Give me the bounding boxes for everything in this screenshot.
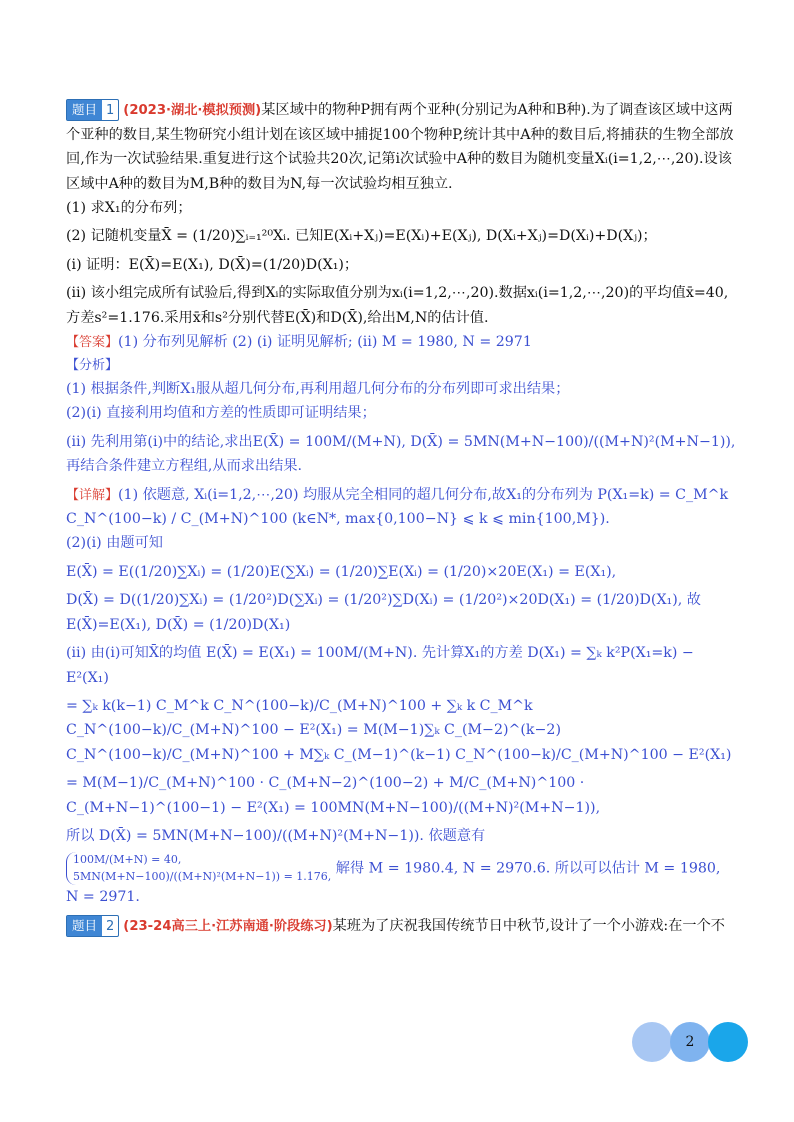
problem-stem: 某班为了庆祝我国传统节日中秋节,设计了一个小游戏:在一个不 xyxy=(332,917,725,934)
detail-3-d: 所以 D(X̄) = 5MN(M+N−100)/((M+N)²(M+N−1)). 依题意有 xyxy=(66,828,486,845)
page-number: 2 xyxy=(685,1034,695,1050)
question-2-i: (ⅰ) 证明：E(X̄)=E(X₁), D(X̄)=(1/20)D(X₁)； xyxy=(66,256,359,273)
problem2-stem-block xyxy=(66,914,736,939)
tag-number: 1 xyxy=(106,103,115,118)
answer-block xyxy=(66,330,736,354)
tag-label: 题目 xyxy=(67,916,102,936)
answer-text: (1) 分布列见解析 (2) (ⅰ) 证明见解析; (ⅱ) M = 1980, N = 2971 xyxy=(118,334,532,351)
detail-block xyxy=(66,483,736,532)
detail-2-expectation: E(X̄) = E((1/20)∑Xᵢ) = (1/20)E(∑Xᵢ) = (1/20)∑E(Xᵢ) = (1/20)×20E(X₁) = E(X₁), xyxy=(66,563,617,580)
problem-tag xyxy=(66,99,119,121)
tag-number: 2 xyxy=(106,918,115,934)
problem1-stem-block xyxy=(66,98,736,196)
problem-stem: 某区域中的物种P拥有两个亚种(分别记为A种和B种).为了调查该区域中这两个亚种的数目,某生物研究小组计划在该区域中捕捉100个物种P,统计其中A种的数目后,将捕获的生物全部放回,作为一次试验结果.重复进行这个试验共20次,记第i次试验中A种的数目为随机变量Xᵢ(i=1,2,⋯,20).设该区域中A种的数目为M,B种的数目为N,每一次试验均相互独立. xyxy=(66,102,734,192)
question-2: (2) 记随机变量X̄ = (1/20)∑ᵢ₌₁²⁰Xᵢ. 已知E(Xᵢ+Xⱼ)=E(Xᵢ)+E(Xⱼ), D(Xᵢ+Xⱼ)=D(Xᵢ)+D(Xⱼ)； xyxy=(66,228,657,245)
analysis-2: (2)(ⅰ) 直接利用均值和方差的性质即可证明结果； xyxy=(66,405,376,422)
problem-tag xyxy=(66,915,119,937)
detail-label: 【详解】 xyxy=(66,487,119,503)
answer-label: 【答案】 xyxy=(66,335,119,351)
question-1: (1) 求X₁的分布列； xyxy=(66,199,192,216)
analysis-label: 【分析】 xyxy=(66,357,119,373)
analysis-1: (1) 根据条件,判断X₁服从超几何分布,再利用超几何分布的分布列即可求出结果； xyxy=(66,380,570,397)
question-2-ii: (ⅱ) 该小组完成所有试验后,得到Xᵢ的实际取值分别为xᵢ(i=1,2,⋯,20).数据xᵢ(i=1,2,⋯,20)的平均值x̄=40,方差s²=1.176.采用x̄和s²分别代替E(X̄)和D(X̄),给出M,N的估计值. xyxy=(66,285,729,326)
problem-source: (2023·湖北·模拟预测) xyxy=(123,103,262,118)
page-number-badge xyxy=(632,1022,748,1062)
detail-2-variance: D(X̄) = D((1/20)∑Xᵢ) = (1/20²)D(∑Xᵢ) = (1/20²)∑D(Xᵢ) = (1/20²)×20D(X₁) = (1/20)D(X₁), 故 E(X̄)=E(X₁), D(X̄) = (1/20)D(X₁) xyxy=(66,592,701,633)
detail-2-head: (2)(ⅰ) 由题可知 xyxy=(66,535,163,552)
detail-3-c: = M(M−1)/C_(M+N)^100 · C_(M+N−2)^(100−2) + M/C_(M+N)^100 · C_(M+N−1)^(100−1) − E²(X₁) = 100MN(M+N−100)/((M+N)²(M+N−1)), xyxy=(66,775,601,816)
system-result: 解得 M = 1980.4, N = 2970.6. 所以可以估计 M = 1980, N = 2971. xyxy=(66,860,721,906)
equation-system-block xyxy=(66,852,736,909)
system-line-2: 5MN(M+N−100)/((M+N)²(M+N−1)) = 1.176, xyxy=(73,869,332,883)
system-line-1: 100M/(M+N) = 40, xyxy=(73,853,182,867)
detail-3-b: = ∑ₖ k(k−1) C_M^k C_N^(100−k)/C_(M+N)^100 + ∑ₖ k C_M^k C_N^(100−k)/C_(M+N)^100 − E²(X₁) = M(M−1)∑ₖ C_(M−2)^(k−2) C_N^(100−k)/C_(M+N)^100 + M∑ₖ C_(M−1)^(k−1) C_N^(100−k)/C_(M+N)^100 − E²(X₁) xyxy=(66,697,732,763)
bubble-dark xyxy=(708,1022,748,1062)
content xyxy=(66,98,736,939)
analysis-3: (ⅱ) 先利用第(ⅰ)中的结论,求出E(X̄) = 100M/(M+N), D(X̄) = 5MN(M+N−100)/((M+N)²(M+N−1)),再结合条件建立方程组,从而求出结果. xyxy=(66,433,736,475)
equation-system xyxy=(66,852,331,885)
detail-3-a: (ⅱ) 由(ⅰ)可知X̄的均值 E(X̄) = E(X₁) = 100M/(M+N). 先计算X₁的方差 D(X₁) = ∑ₖ k²P(X₁=k) − E²(X₁) xyxy=(66,645,694,686)
bubble-light xyxy=(632,1022,672,1062)
problem-source: (23-24高三上·江苏南通·阶段练习) xyxy=(123,918,333,934)
tag-label: 题目 xyxy=(67,100,102,120)
detail-1: (1) 依题意, Xᵢ(i=1,2,⋯,20) 均服从完全相同的超几何分布,故X₁的分布列为 P(X₁=k) = C_M^k C_N^(100−k) / C_(M+N)^100 (k∈N*, max{0,100−N} ⩽ k ⩽ min{100,M}). xyxy=(66,486,729,527)
